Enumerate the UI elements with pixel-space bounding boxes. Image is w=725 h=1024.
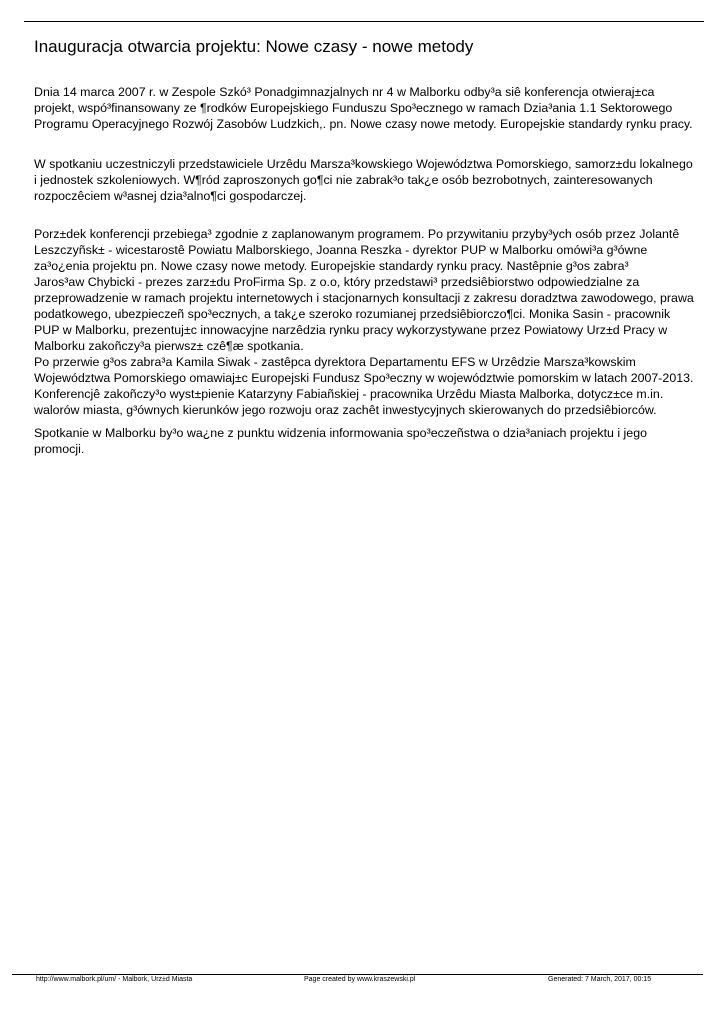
footer-source-url: http://www.malbork.pl/um/ - Malbork, Urz±d Miasta [36,976,193,983]
paragraph-line: rozpoczêciem w³asnej dzia³alno¶ci gospodarczej. [34,189,307,203]
paragraph-line: Programu Operacyjnego Rozwój Zasobów Ludzkich,. pn. Nowe czasy nowe metody. Europejskie standardy rynku pracy. [34,117,693,131]
paragraph-line: przeprowadzenie w ramach projektu internetowych i stacjonarnych konsultacji z zakresu doradztwa zawodowego, prawa [34,291,694,305]
paragraph-line: Jaros³aw Chybicki - prezes zarz±du ProFirma Sp. z o.o, który przedstawi³ przedsiêbiorstwo odpowiedzialne za [34,275,640,289]
paragraph-4 [34,425,694,457]
paragraph-line: projekt, wspó³finansowany ze ¶rodków Europejskiego Funduszu Spo³ecznego w ramach Dzia³ania 1.1 Sektorowego [34,101,673,115]
paragraph-line: podatkowego, ubezpieczeñ spo³ecznych, a tak¿e szeroko rozumianej przedsiêbiorczo¶ci. Monika Sasin - pracownik [34,307,671,321]
paragraph-line: PUP w Malborku, prezentuj±c innowacyjne narzêdzia rynku pracy wykorzystywane przez Powiatowy Urz±d Pracy w [34,323,668,337]
paragraph-line: Malborku zakoñczy³a pierwsz± czê¶æ spotkania. [34,339,304,353]
paragraph-2 [34,156,694,204]
paragraph-1 [34,84,694,132]
page-title: Inauguracja otwarcia projektu: Nowe czasy - nowe metody [34,37,474,56]
paragraph-line: W spotkaniu uczestniczyli przedstawiciele Urzêdu Marsza³kowskiego Województwa Pomorskiego, samorz±du lokalnego [34,157,693,171]
paragraph-line: za³o¿enia projektu pn. Nowe czasy nowe metody. Europejskie standardy rynku pracy. Nastêpnie g³os zabra³ [34,259,629,273]
paragraph-3 [34,226,694,418]
paragraph-line: Leszczyñsk± - wicestarostê Powiatu Malborskiego, Joanna Reszka - dyrektor PUP w Malborku omówi³a g³ówne [34,243,648,257]
paragraph-line: Po przerwie g³os zabra³a Kamila Siwak - zastêpca dyrektora Departamentu EFS w Urzêdzie Marsza³kowskim [34,355,636,369]
footer-generated-date: Generated: 7 March, 2017, 00:15 [548,976,652,983]
paragraph-line: Porz±dek konferencji przebiega³ zgodnie z zaplanowanym programem. Po przywitaniu przyby³ych osób przez Jolantê [34,227,680,241]
top-divider [24,21,704,22]
footer-credit: Page created by www.kraszewski.pl [304,976,416,983]
paragraph-line: Spotkanie w Malborku by³o wa¿ne z punktu widzenia informowania spo³eczeñstwa o dzia³aniach projektu i jego [34,426,647,440]
paragraph-line: walorów miasta, g³ównych kierunków jego rozwoju oraz zachêt inwestycyjnych skierowanych do przedsiêbiorców. [34,403,657,417]
paragraph-line: Województwa Pomorskiego omawiaj±c Europejski Fundusz Spo³eczny w województwie pomorskim w latach 2007-2013. [34,371,694,385]
paragraph-line: i jednostek szkoleniowych. W¶ród zaproszonych go¶ci nie zabrak³o tak¿e osób bezrobotnych, zainteresowanych [34,173,653,187]
paragraph-line: Dnia 14 marca 2007 r. w Zespole Szkó³ Ponadgimnazjalnych nr 4 w Malborku odby³a siê konferencja otwieraj±ca [34,85,655,99]
paragraph-line: promocji. [34,442,85,456]
paragraph-line: Konferencjê zakoñczy³o wyst±pienie Katarzyny Fabiañskiej - pracownika Urzêdu Miasta Malborka, dotycz±ce m.in. [34,387,664,401]
